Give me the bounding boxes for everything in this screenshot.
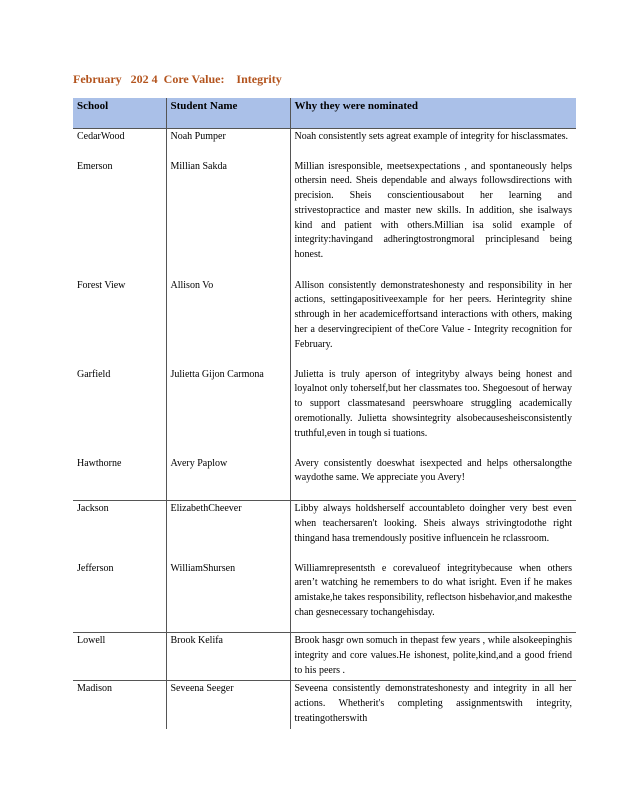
reason-cell: Millian isresponsible, meetsexpectations , and spontaneously helps othersin need. Sheis dependable and always followsdirections with precision. Sheis conscientiousabout her learning and strivestopractice and master new skills. In addition, she isalways kind and patient with others.Millian isa solid example of integrity:havingand adheringtostrongmoral principlesand being honest. (290, 159, 576, 278)
school-cell: Emerson (77, 160, 113, 172)
reason-cell: Avery consistently doeswhat isexpected and helps othersalongthe waydothe same. We appreciate you Avery! (290, 456, 576, 501)
school-cell: Forest View (77, 279, 126, 291)
student-name-cell: Seveena Seeger (166, 681, 290, 729)
header-school: School (73, 98, 166, 129)
school-cell: Jefferson (77, 562, 114, 574)
school-cell: Hawthorne (77, 457, 122, 469)
reason-cell: Noah consistently sets agreat example of integrity for hisclassmates. (290, 129, 576, 159)
reason-cell: Brook hasgr own somuch in thepast few years , while alsokeepinghis integrity and core values.He ishonest, polite,kind,and a good friend to his peers . (290, 633, 576, 681)
school-cell: Lowell (73, 633, 166, 681)
school-cell: Madison (73, 681, 166, 729)
student-name-cell: Avery Paplow (166, 456, 290, 501)
reason-cell: Williamrepresentsth e corevalueof integritybecause when others aren’t watching he remembers to do what isright. Even if he makes amistake,he takes responsibility, reflectson hisbehavior,and makesthe chan gesnecessary tochangehisday. (290, 561, 576, 633)
student-name-cell: WilliamShursen (166, 561, 290, 633)
reason-cell: Seveena consistently demonstrateshonesty and integrity in all her actions. Whetherit's completing assignmentswith integrity, treatingotherswith (290, 681, 576, 729)
page-title: February 202 4 Core Value: Integrity (73, 72, 282, 86)
school-cell: CedarWood (73, 129, 166, 159)
school-cell: Garfield (77, 368, 111, 380)
table-row (73, 561, 576, 633)
student-name-cell: Millian Sakda (166, 159, 290, 278)
nominations-table (73, 98, 576, 729)
student-name-cell: Allison Vo (166, 278, 290, 367)
table-row (73, 501, 576, 561)
reason-cell: Julietta is truly aperson of integrityby always being honest and loyalnot only toherself,but her classmates too. Shegoesout of herway to support classmatesand peerswhoare struggling academically oremotionally. Julietta showsintegrity alsobecausesheisconsistently truthful,even in tough si tuations. (290, 367, 576, 456)
student-name-cell: Noah Pumper (166, 129, 290, 159)
table-row (73, 681, 576, 729)
student-name-cell: Julietta Gijon Carmona (166, 367, 290, 456)
table-row (73, 278, 576, 367)
header-why-nominated: Why they were nominated (290, 98, 576, 129)
table-row (73, 456, 576, 501)
reason-cell: Allison consistently demonstrateshonesty and responsibility in her actions, settingapositiveexample for her peers. Herintegrity shine sthrough in her academiceffortsand interactions with others, making her a deservingrecipient of theCore Value - Integrity recognition for February. (290, 278, 576, 367)
reason-cell: Libby always holdsherself accountableto doingher very best even when teachersaren't looking. Sheis always strivingtodothe right thingand hasa tremendously positive influencein he rclassroom. (290, 501, 576, 561)
student-name-cell: Brook Kelifa (166, 633, 290, 681)
table-row (73, 367, 576, 456)
table-row (73, 633, 576, 681)
table-row (73, 159, 576, 278)
table-header-row (73, 98, 576, 129)
header-student-name: Student Name (166, 98, 290, 129)
table-row (73, 129, 576, 159)
student-name-cell: ElizabethCheever (166, 501, 290, 561)
school-cell: Jackson (73, 501, 166, 561)
